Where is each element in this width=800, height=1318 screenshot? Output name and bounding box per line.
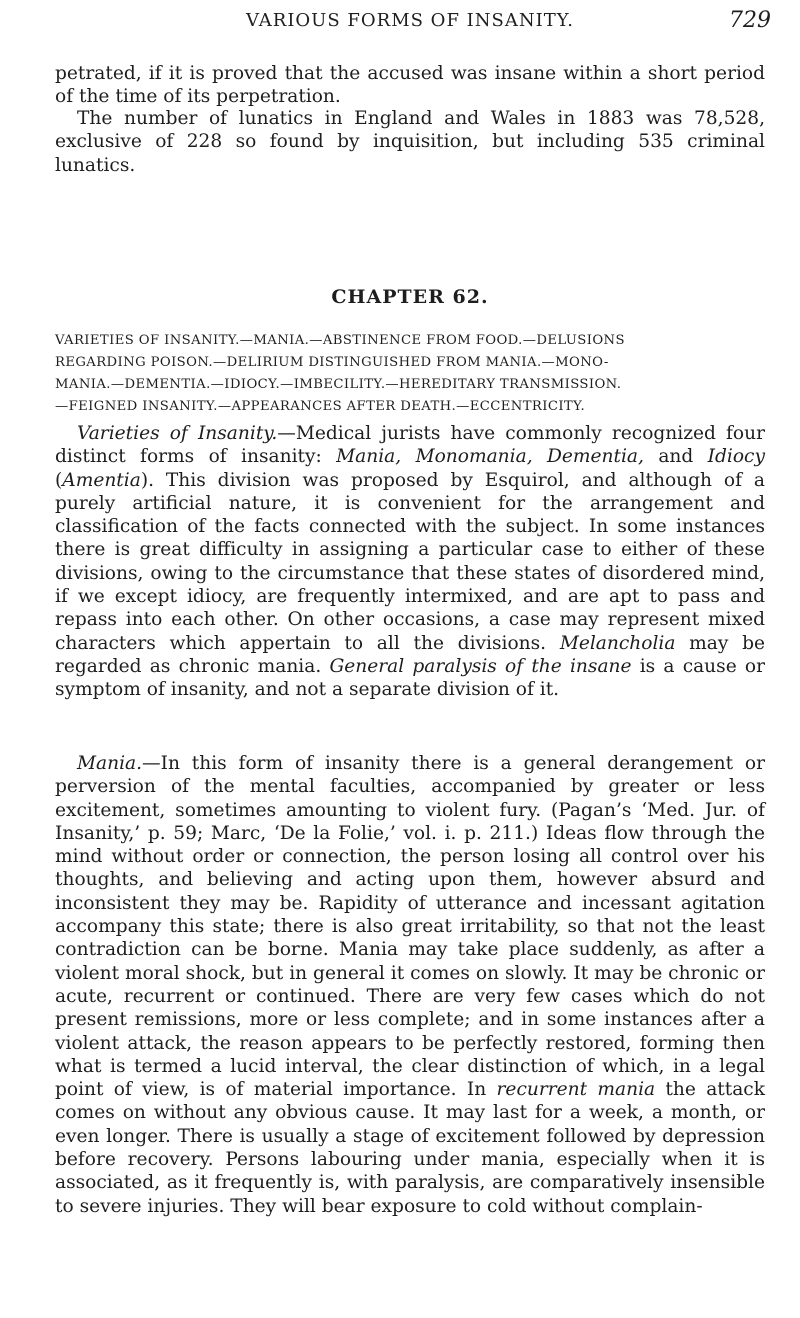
- amentia-term: Amentia: [62, 469, 141, 491]
- statistics-paragraph: [55, 107, 765, 177]
- chapter-contents: [55, 330, 765, 418]
- mania-text: —In this form of insanity there is a general derangement or perversion of the mental faculties, accompanied by greater or less excitement, sometimes amounting to violent fury. (Pagan’s ‘Med. Jur. of Insanity,’ p. 59; Marc, ‘De la Folie,’ vol. i. p. 211.) Ideas flow through the mind without order or connection, the person losing all control over his thoughts, and believing and acting upon them, however absurd and inconsistent they may be. Rapidity of utterance and incessant agitation accompany this state; there is also great irritability, so that not the least contradiction can be borne. Mania may take place suddenly, as after a violent moral shock, but in general it comes on slowly. It may be chronic or acute, recurrent or continued. There are very few cases which do not present remissions, more or less complete; and in some instances after a violent attack, the reason appears to be perfectly restored, forming then what is termed a lucid interval, the clear distinction of which, in a legal point of view, is of material importance. In: [55, 753, 765, 1101]
- mania-body: the attack comes on without any obvious cause. It may last for a week, a month, or even longer. There is usually a stage of excitement followed by depression before recovery. Persons labouring under mania, especially when it is associated, as it frequently is, with paralysis, are comparatively insensible to severe injuries. They will bear exposure to cold without complain-: [55, 1079, 765, 1217]
- varieties-body: ). This division was proposed by Esquirol, and although of a purely artificial nature, it is convenient for the arrangement and classification of the facts connected with the subject. In some instances there is great difficulty in assigning a particular case to either of these divisions, owing to the circumstance that these states of disordered mind, if we except idiocy, are frequently intermixed, and are apt to pass and repass into each other. On other occasions, a case may represent mixed characters which appertain to all the divisions.: [55, 469, 765, 654]
- page-number: 729: [729, 8, 771, 33]
- varieties-paragraph: [55, 422, 765, 702]
- varieties-body: is a cause or symptom of insanity, and not a separate division of it.: [55, 655, 765, 701]
- recurrent-mania-term: recurrent mania: [496, 1079, 656, 1101]
- mania-paragraph: [55, 752, 765, 1218]
- contents-line: MANIA.—DEMENTIA.—IDIOCY.—IMBECILITY.—HEREDITARY TRANSMISSION.: [55, 377, 622, 392]
- connector-text: and: [643, 446, 708, 468]
- contents-line: —FEIGNED INSANITY.—APPEARANCES AFTER DEATH.—ECCENTRICITY.: [55, 399, 586, 414]
- forms-list: Mania, Monomania, Dementia,: [336, 446, 644, 468]
- statistics-line-1: The number of lunatics in England and Wales in 1883 was 78,528,: [77, 108, 765, 129]
- statistics-line-2: exclusive of 228 so found by inquisition, but including 535 criminal: [55, 131, 765, 153]
- contents-line: REGARDING POISON.—DELIRIUM DISTINGUISHED FROM MANIA.—MONO-: [55, 355, 609, 370]
- running-title: VARIOUS FORMS OF INSANITY.: [245, 10, 574, 31]
- varieties-text: —Medical jurists have commonly recognized four distinct forms of insanity:: [55, 423, 765, 468]
- general-paralysis-term: General paralysis of the insane: [329, 655, 632, 677]
- mania-heading: Mania.: [77, 753, 143, 774]
- varieties-body: may be regarded as chronic mania.: [55, 632, 766, 677]
- varieties-heading: Varieties of Insanity.: [77, 423, 278, 444]
- idiocy-term: Idiocy: [707, 446, 765, 468]
- melancholia-term: Melancholia: [559, 632, 676, 654]
- statistics-line-3: lunatics.: [55, 154, 136, 176]
- intro-line-2: period of the time of its perpetration.: [55, 63, 765, 108]
- running-head: [55, 8, 771, 38]
- contents-line: VARIETIES OF INSANITY.—MANIA.—ABSTINENCE FROM FOOD.—DELUSIONS: [55, 333, 625, 348]
- intro-line-1: petrated, if it is proved that the accused was insane within a short: [55, 63, 697, 84]
- intro-paragraph: [55, 62, 765, 109]
- chapter-heading: CHAPTER 62.: [331, 286, 489, 308]
- connector-text: (: [55, 469, 63, 491]
